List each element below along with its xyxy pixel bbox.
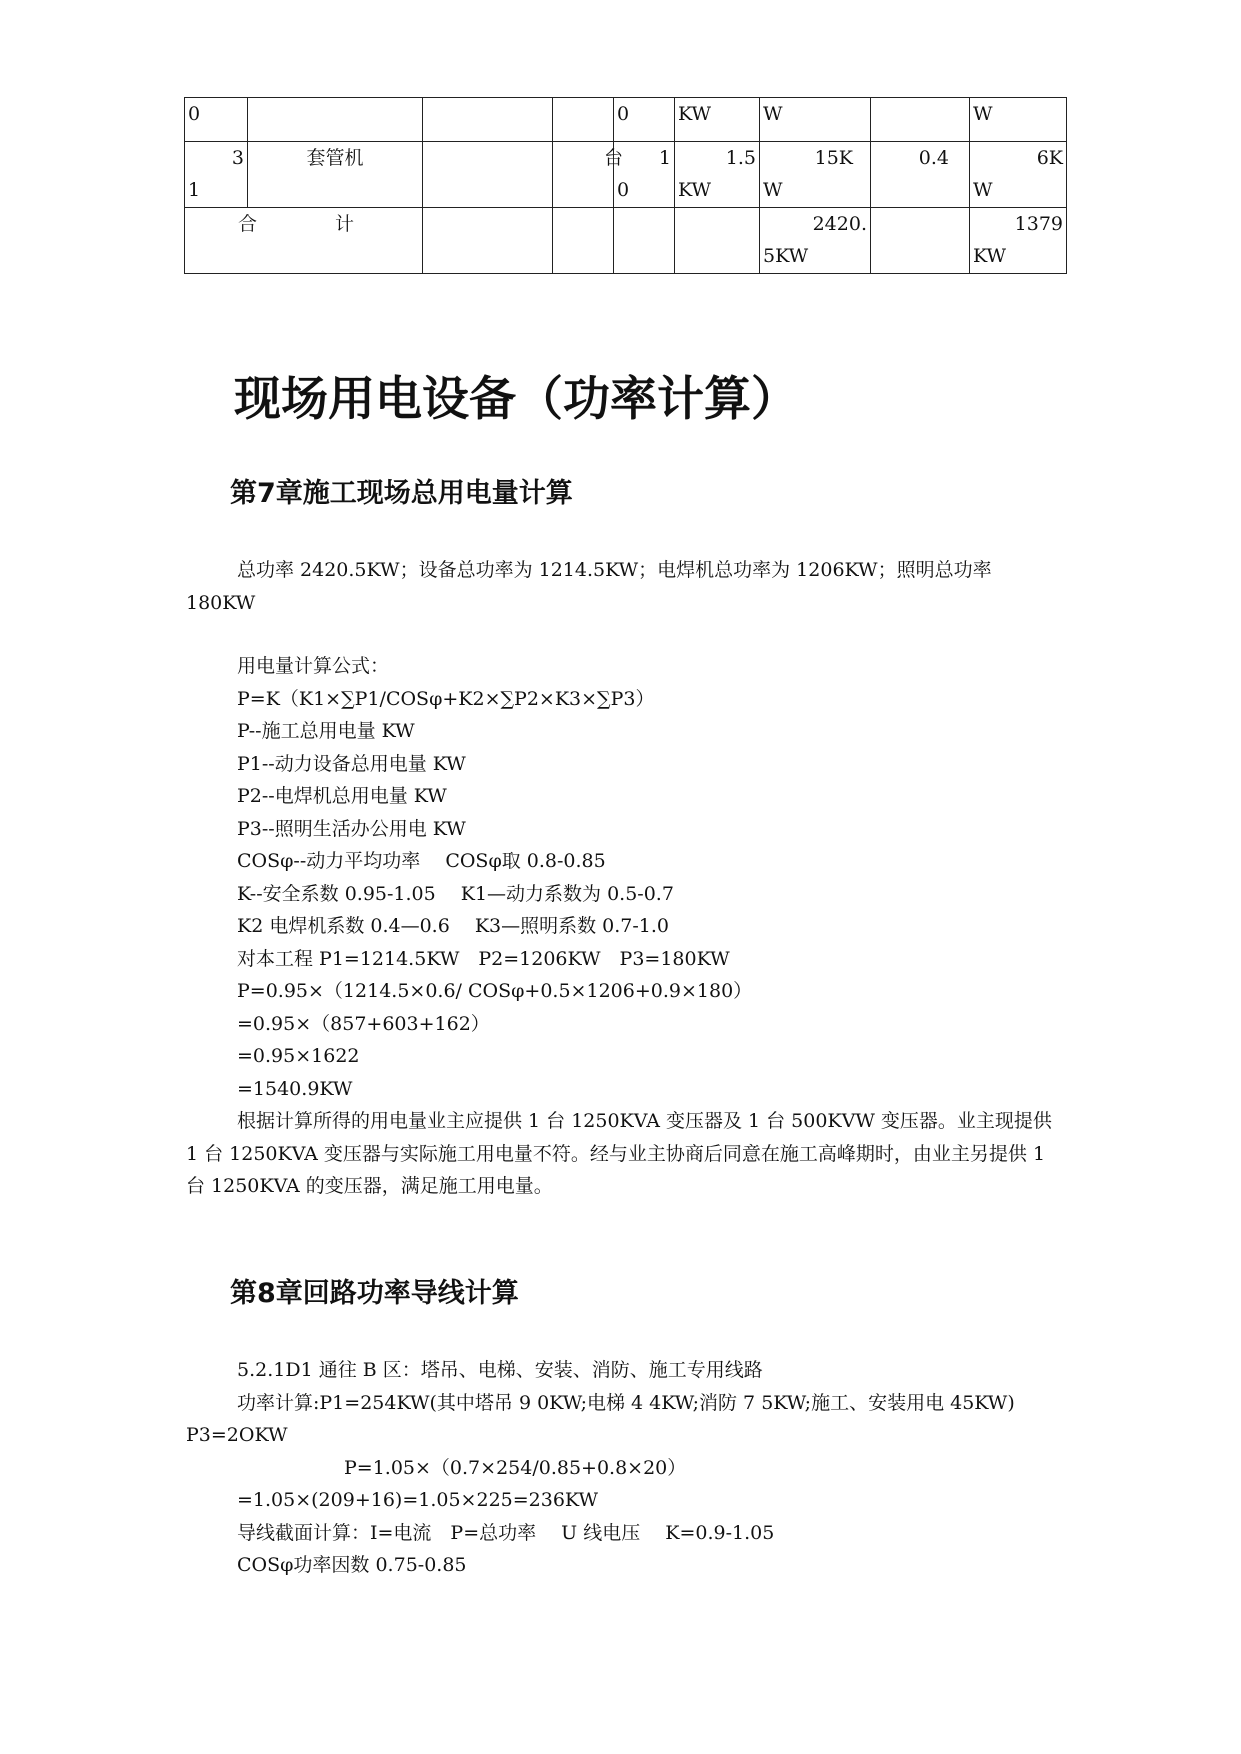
formula-line: COSφ--动力平均功率 COSφ取 0.8-0.85	[237, 850, 606, 872]
formula-line: P3--照明生活办公用电 KW	[237, 817, 466, 840]
table-cell	[423, 98, 553, 142]
table-cell: 台	[553, 142, 614, 208]
power-result-line: =1.05×(209+16)=1.05×225=236KW	[237, 1489, 598, 1511]
table-cell: 15K W	[760, 142, 871, 208]
power-formula-line: P=1.05×（0.7×254/0.85+0.8×20）	[344, 1456, 687, 1479]
power-table	[184, 97, 1067, 274]
formula-line: =1540.9KW	[237, 1077, 353, 1100]
table-cell: 1.5 KW	[675, 142, 760, 208]
power-calc-line: 功率计算:P1=254KW(其中塔吊 9 0KW;电梯 4 4KW;消防 7 5KW;施工、安装用电 45KW) P3=2OKW	[186, 1391, 1015, 1446]
table-cell	[553, 98, 614, 142]
formula-line: K2 电焊机系数 0.4—0.6 K3—照明系数 0.7-1.0	[237, 915, 670, 937]
page-title: 现场用电设备（功率计算）	[234, 372, 798, 427]
table-cell	[675, 208, 760, 274]
formula-line: =0.95×（857+603+162）	[237, 1012, 490, 1035]
formula-line: P=K（K1×∑P1/COSφ+K2×∑P2×K3×∑P3）	[237, 687, 655, 710]
formula-line: P2--电焊机总用电量 KW	[237, 785, 447, 807]
table-total-power: 2420. 5KW	[760, 208, 871, 274]
table-total-row	[185, 208, 1067, 274]
table-cell: 0	[185, 98, 248, 142]
table-cell	[871, 98, 970, 142]
table-row	[185, 142, 1067, 208]
table-total-label: 合 计	[185, 208, 423, 274]
summary-text: 总功率 2420.5KW；设备总功率为 1214.5KW；电焊机总功率为 1206KW；照明总功率 180KW	[186, 559, 992, 614]
table-cell: 0	[614, 98, 675, 142]
formula-line: P1--动力设备总用电量 KW	[237, 752, 466, 775]
formula-line: K--安全系数 0.95-1.05 K1—动力系数为 0.5-0.7	[237, 882, 674, 905]
table-cell: 6K W	[970, 142, 1067, 208]
table-cell	[423, 142, 553, 208]
table-cell: W	[760, 98, 871, 142]
table-cell: 1 0	[614, 142, 675, 208]
formula-line: 用电量计算公式：	[237, 655, 390, 677]
formula-line: P--施工总用电量 KW	[237, 720, 415, 742]
cos-line: COSφ功率因数 0.75-0.85	[237, 1554, 467, 1576]
chapter-8-body	[186, 1354, 1066, 1582]
table-cell: 0.4	[871, 142, 970, 208]
table-cell: KW	[675, 98, 760, 142]
wire-calc-line: 导线截面计算：I=电流 P=总功率 U 线电压 K=0.9-1.05	[237, 1521, 775, 1544]
formula-line: 对本工程 P1=1214.5KW P2=1206KW P3=180KW	[237, 947, 730, 970]
conclusion-text: 根据计算所得的用电量业主应提供 1 台 1250KVA 变压器及 1 台 500KVW 变压器。业主现提供 1 台 1250KVA 变压器与实际施工用电量不符。经与业主协商后同意在施工高峰期时，由业主另提供 1 台 1250KVA 的变压器，满足施工用电量。	[186, 1110, 1052, 1197]
chapter-7-summary	[186, 554, 1066, 619]
table-cell	[423, 208, 553, 274]
table-cell	[614, 208, 675, 274]
formula-line: =0.95×1622	[237, 1045, 360, 1067]
table-cell: 套管机	[248, 142, 423, 208]
table-cell	[871, 208, 970, 274]
table-row	[185, 98, 1067, 142]
table-cell	[553, 208, 614, 274]
chapter-7-formula-block	[186, 650, 1066, 1203]
table-cell: 3 1	[185, 142, 248, 208]
chapter-7-title: 第7章施工现场总用电量计算	[230, 478, 573, 509]
circuit-line: 5.2.1D1 通往 B 区：塔吊、电梯、安装、消防、施工专用线路	[237, 1359, 763, 1381]
chapter-8-title: 第8章回路功率导线计算	[230, 1278, 519, 1309]
table-cell	[248, 98, 423, 142]
formula-line: P=0.95×（1214.5×0.6/ COSφ+0.5×1206+0.9×180）	[237, 980, 753, 1002]
table-calc-power: 1379 KW	[970, 208, 1067, 274]
table-cell: W	[970, 98, 1067, 142]
